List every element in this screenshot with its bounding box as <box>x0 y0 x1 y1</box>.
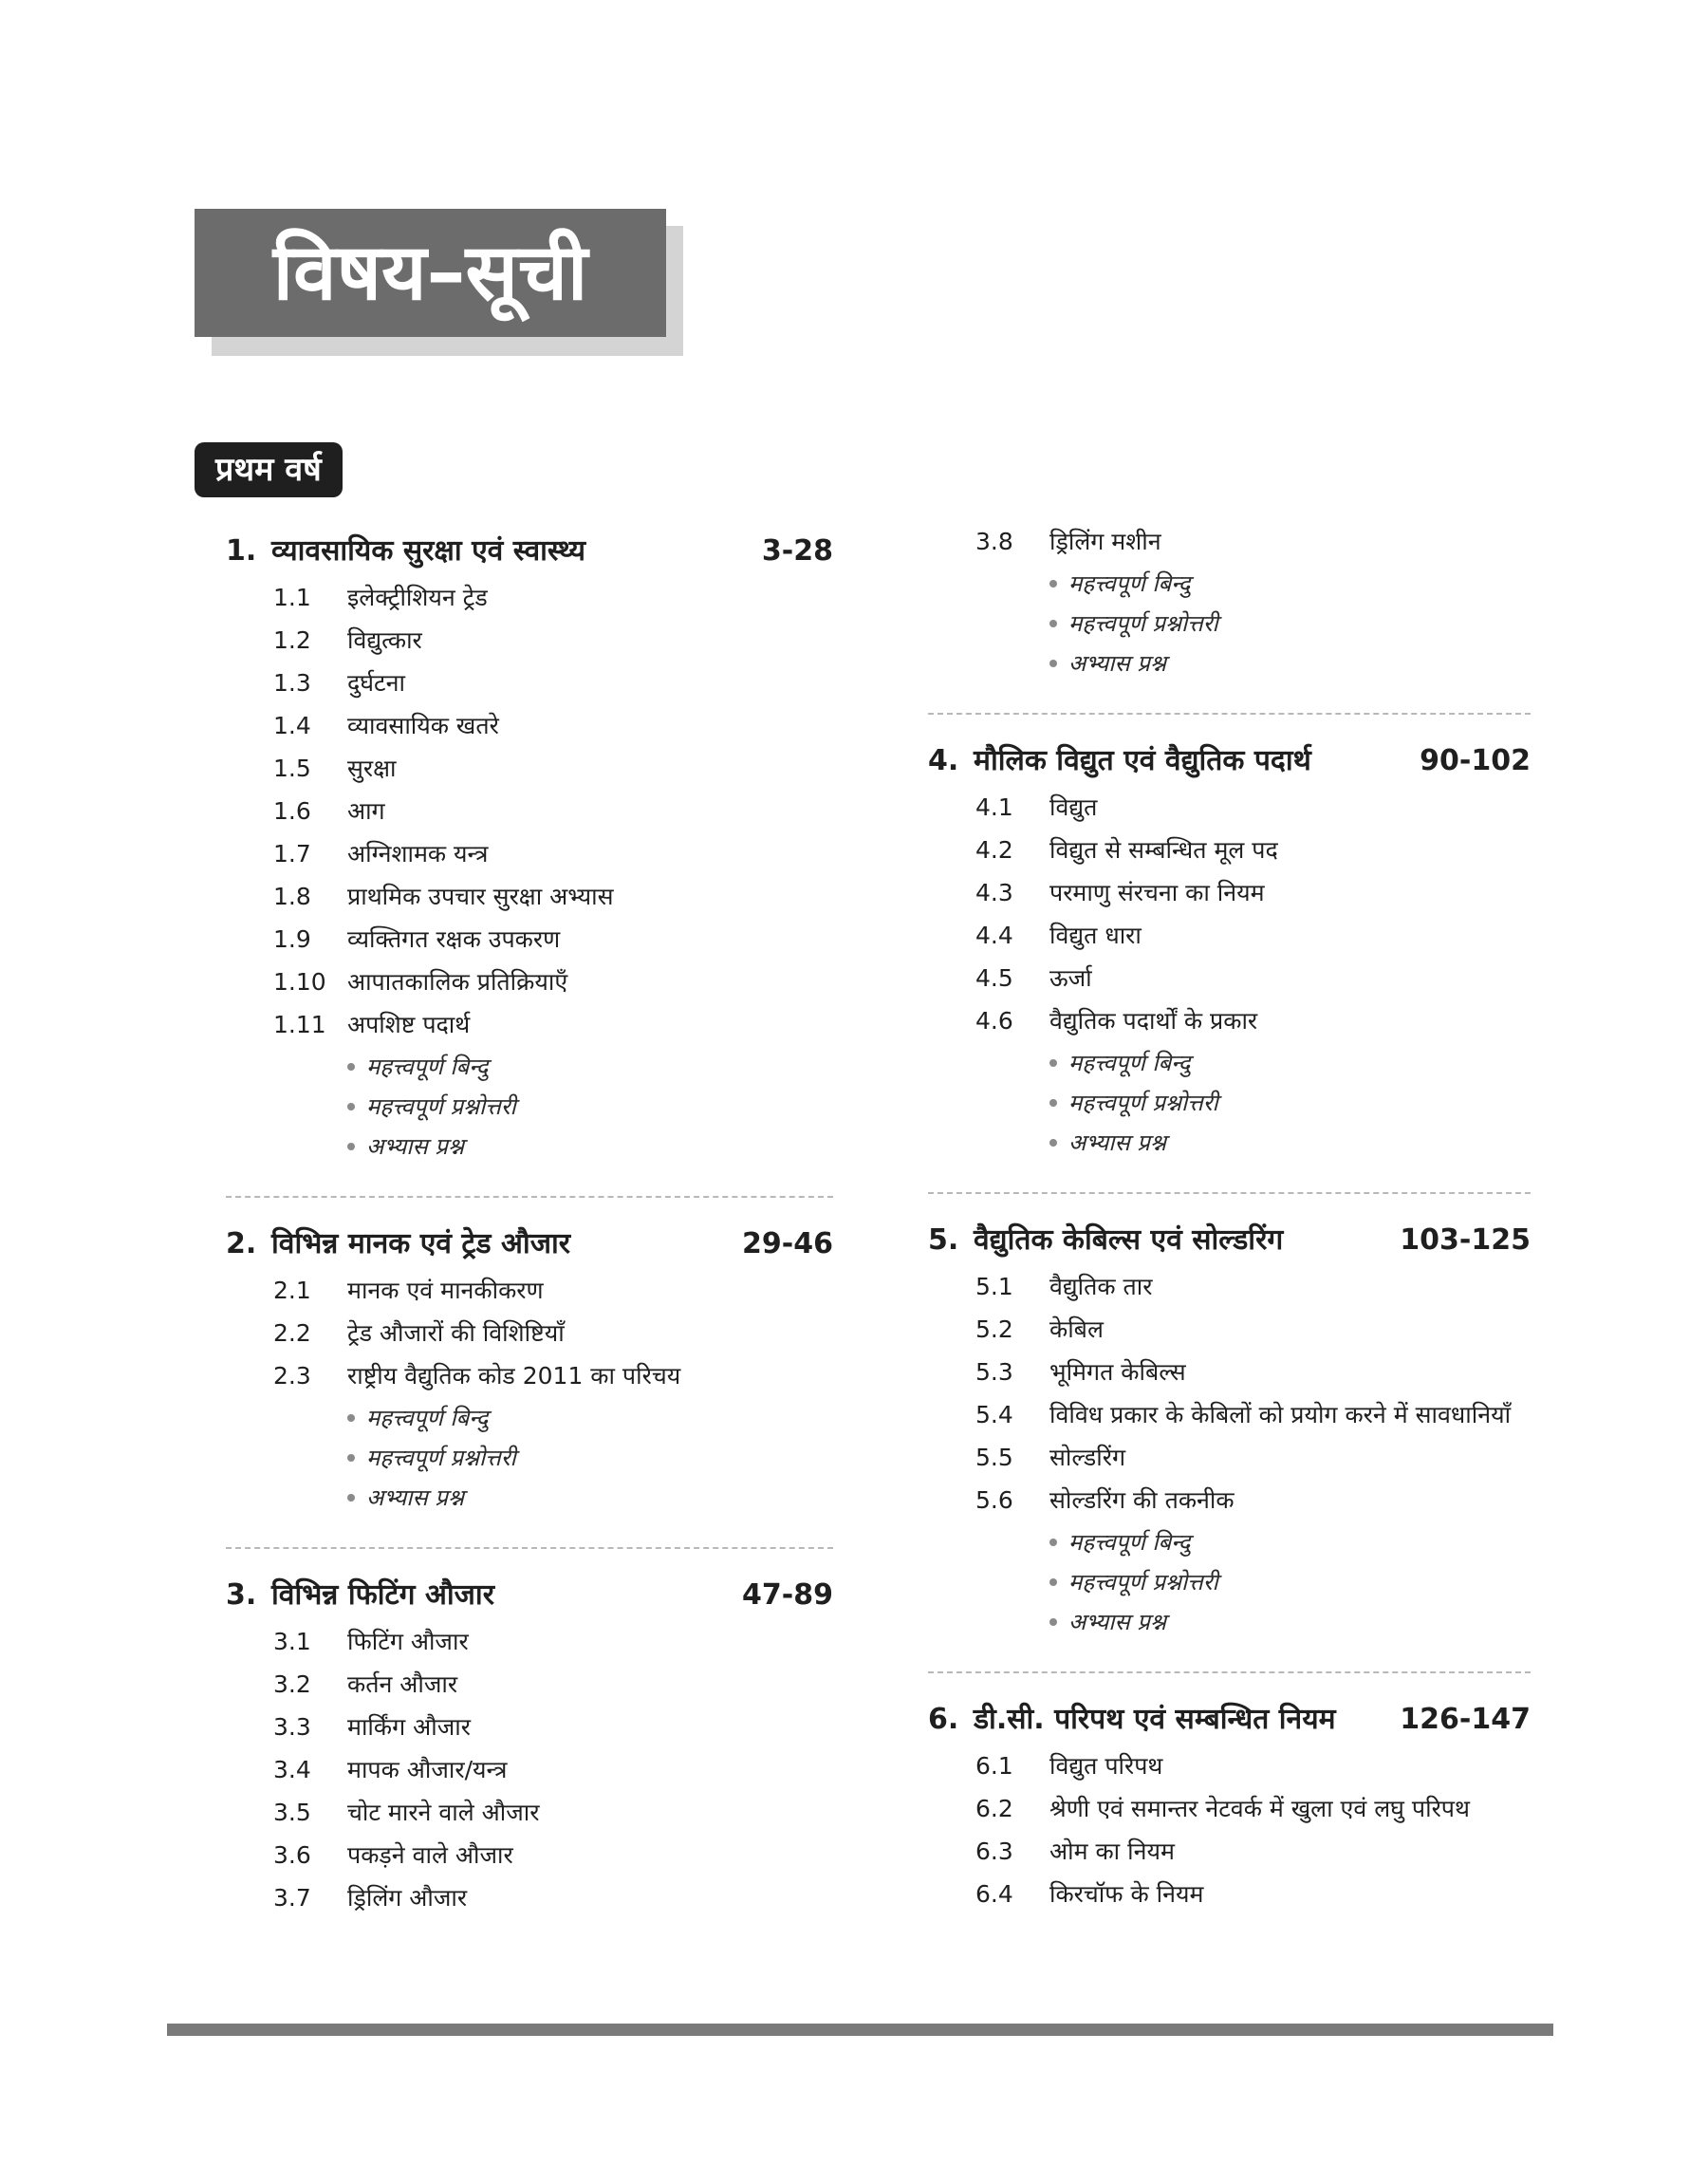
section-number: 2.2 <box>273 1319 311 1347</box>
chapter-number: 3. <box>226 1578 257 1612</box>
section-item[interactable] <box>226 883 833 911</box>
section-item[interactable] <box>226 968 833 997</box>
extra-item[interactable] <box>1049 610 1531 637</box>
section-title: मानक एवं मानकीकरण <box>347 1277 544 1304</box>
extra-item[interactable] <box>1049 1569 1531 1595</box>
section-item[interactable] <box>928 793 1531 822</box>
extra-item[interactable] <box>1049 1129 1531 1156</box>
section-title: व्यक्तिगत रक्षक उपकरण <box>347 925 561 953</box>
section-title: विविध प्रकार के केबिलों को प्रयोग करने में सावधानियाँ <box>1049 1401 1512 1428</box>
section-item[interactable] <box>226 1011 833 1039</box>
section-title: दुर्घटना <box>347 669 406 697</box>
extra-item[interactable] <box>347 1093 833 1120</box>
extra-label: महत्त्वपूर्ण प्रश्नोत्तरी <box>1068 1569 1218 1595</box>
extra-label: महत्त्वपूर्ण प्रश्नोत्तरी <box>1068 610 1218 637</box>
section-item[interactable] <box>928 1273 1531 1301</box>
chapter-title: विभिन्न फिटिंग औजार <box>271 1578 494 1612</box>
extra-item[interactable] <box>347 1054 833 1080</box>
chapter-heading[interactable] <box>226 1574 833 1613</box>
extra-label: अभ्यास प्रश्न <box>366 1484 464 1511</box>
section-number: 6.2 <box>975 1795 1013 1822</box>
section-title: अग्निशामक यन्त्र <box>347 840 489 868</box>
section-number: 4.6 <box>975 1007 1013 1035</box>
section-title: विद्युत्कार <box>347 626 422 654</box>
section-number: 1.10 <box>273 968 326 996</box>
section-item[interactable] <box>928 1838 1531 1866</box>
extra-label: महत्त्वपूर्ण प्रश्नोत्तरी <box>366 1445 516 1471</box>
extra-item[interactable] <box>347 1405 833 1431</box>
section-number: 1.3 <box>273 669 311 697</box>
chapter-entry <box>928 528 1531 715</box>
extra-item[interactable] <box>1049 1609 1531 1635</box>
section-item[interactable] <box>226 925 833 954</box>
section-item[interactable] <box>928 1007 1531 1036</box>
section-number: 6.1 <box>975 1752 1013 1780</box>
section-title: सोल्डरिंग की तकनीक <box>1049 1486 1235 1514</box>
extra-item[interactable] <box>347 1445 833 1471</box>
section-title: प्राथमिक उपचार सुरक्षा अभ्यास <box>347 883 614 910</box>
chapter-pages: 3-28 <box>761 534 833 568</box>
chapter-title: विभिन्न मानक एवं ट्रेड औजार <box>271 1227 571 1260</box>
section-title: किरचॉफ के नियम <box>1049 1880 1204 1908</box>
section-number: 5.6 <box>975 1486 1013 1514</box>
extra-label: अभ्यास प्रश्न <box>366 1133 464 1160</box>
chapter-entry <box>226 530 833 1198</box>
page-title: विषय–सूची <box>195 209 666 337</box>
section-item[interactable] <box>928 1315 1531 1344</box>
chapter-number: 6. <box>928 1703 959 1736</box>
section-title: वैद्युतिक तार <box>1049 1273 1153 1300</box>
section-item[interactable] <box>928 836 1531 865</box>
section-title: परमाणु संरचना का नियम <box>1049 879 1265 906</box>
chapter-pages: 29-46 <box>742 1227 833 1260</box>
chapter-entry <box>928 739 1531 1194</box>
section-item[interactable] <box>226 1841 833 1870</box>
bullet-icon <box>347 1143 355 1150</box>
section-number: 4.2 <box>975 836 1013 864</box>
section-number: 5.3 <box>975 1358 1013 1386</box>
extra-label: अभ्यास प्रश्न <box>1068 1609 1166 1635</box>
section-title: राष्ट्रीय वैद्युतिक कोड 2011 का परिचय <box>347 1362 681 1390</box>
section-number: 4.1 <box>975 793 1013 821</box>
bullet-icon <box>347 1063 355 1071</box>
extra-label: महत्त्वपूर्ण बिन्दु <box>1068 1050 1191 1076</box>
section-item[interactable] <box>928 1880 1531 1909</box>
section-title: ट्रेड औजारों की विशिष्टियाँ <box>347 1319 565 1347</box>
section-item[interactable] <box>928 964 1531 993</box>
section-item[interactable] <box>928 1444 1531 1472</box>
bottom-rule <box>167 2024 1553 2036</box>
extra-item[interactable] <box>1049 650 1531 677</box>
section-title: मार्किंग औजार <box>347 1713 471 1741</box>
chapter-pages: 126-147 <box>1400 1703 1531 1736</box>
section-title: विद्युत परिपथ <box>1049 1752 1163 1780</box>
section-number: 1.8 <box>273 883 311 910</box>
section-title: आग <box>347 797 385 825</box>
section-number: 1.6 <box>273 797 311 825</box>
section-title: सुरक्षा <box>347 755 397 782</box>
chapter-heading[interactable] <box>928 739 1531 778</box>
chapter-extras <box>928 1050 1531 1156</box>
section-number: 1.11 <box>273 1011 326 1038</box>
section-number: 4.3 <box>975 879 1013 906</box>
extra-label: महत्त्वपूर्ण बिन्दु <box>366 1405 489 1431</box>
year-badge: प्रथम वर्ष <box>195 442 343 497</box>
section-title: ड्रिलिंग औजार <box>347 1884 468 1912</box>
section-number: 5.2 <box>975 1315 1013 1343</box>
section-number: 1.4 <box>273 712 311 739</box>
bullet-icon <box>347 1494 355 1502</box>
section-number: 5.5 <box>975 1444 1013 1471</box>
extra-item[interactable] <box>1049 570 1531 597</box>
chapter-title: डी.सी. परिपथ एवं सम्बन्धित नियम <box>974 1703 1336 1736</box>
section-item[interactable] <box>928 1486 1531 1515</box>
section-item[interactable] <box>226 1713 833 1742</box>
section-title: कर्तन औजार <box>347 1670 458 1698</box>
section-number: 3.4 <box>273 1756 311 1783</box>
section-number: 1.9 <box>273 925 311 953</box>
section-number: 3.7 <box>273 1884 311 1912</box>
chapter-entry <box>928 1219 1531 1673</box>
chapter-extras <box>226 1405 833 1511</box>
section-title: आपातकालिक प्रतिक्रियाएँ <box>347 968 568 996</box>
chapter-number: 5. <box>928 1223 959 1257</box>
extra-item[interactable] <box>1049 1090 1531 1116</box>
section-item[interactable] <box>226 1799 833 1827</box>
section-title: भूमिगत केबिल्स <box>1049 1358 1186 1386</box>
title-block <box>195 209 669 356</box>
chapter-title: व्यावसायिक सुरक्षा एवं स्वास्थ्य <box>271 534 585 568</box>
extra-item[interactable] <box>347 1484 833 1511</box>
section-number: 3.3 <box>273 1713 311 1741</box>
section-item[interactable] <box>226 626 833 655</box>
section-item[interactable] <box>226 1277 833 1305</box>
section-number: 3.5 <box>273 1799 311 1826</box>
section-title: चोट मारने वाले औजार <box>347 1799 540 1826</box>
section-title: व्यावसायिक खतरे <box>347 712 499 739</box>
chapter-extras <box>928 570 1531 677</box>
section-number: 4.5 <box>975 964 1013 992</box>
section-title: अपशिष्ट पदार्थ <box>347 1011 471 1038</box>
bullet-icon <box>1049 1618 1057 1626</box>
section-number: 4.4 <box>975 922 1013 949</box>
bullet-icon <box>1049 1578 1057 1586</box>
section-item[interactable] <box>928 879 1531 907</box>
section-number: 6.3 <box>975 1838 1013 1865</box>
chapter-heading[interactable] <box>226 530 833 569</box>
left-column <box>226 530 833 1974</box>
section-item[interactable] <box>226 797 833 826</box>
section-item[interactable] <box>928 528 1531 556</box>
chapter-title: मौलिक विद्युत एवं वैद्युतिक पदार्थ <box>974 744 1311 777</box>
section-number: 5.1 <box>975 1273 1013 1300</box>
extra-item[interactable] <box>347 1133 833 1160</box>
chapter-number: 4. <box>928 744 959 777</box>
section-title: ड्रिलिंग मशीन <box>1049 528 1161 555</box>
chapter-heading[interactable] <box>928 1698 1531 1737</box>
bullet-icon <box>1049 1059 1057 1067</box>
bullet-icon <box>347 1103 355 1110</box>
section-item[interactable] <box>928 1795 1531 1823</box>
extra-label: महत्त्वपूर्ण प्रश्नोत्तरी <box>366 1093 516 1120</box>
chapter-entry <box>928 1698 1531 1946</box>
section-title: इलेक्ट्रीशियन ट्रेड <box>347 584 488 611</box>
chapter-pages: 47-89 <box>742 1578 833 1612</box>
extra-label: अभ्यास प्रश्न <box>1068 1129 1166 1156</box>
extra-label: महत्त्वपूर्ण प्रश्नोत्तरी <box>1068 1090 1218 1116</box>
bullet-icon <box>1049 660 1057 667</box>
chapter-pages: 103-125 <box>1400 1223 1531 1257</box>
section-title: सोल्डरिंग <box>1049 1444 1126 1471</box>
extra-label: अभ्यास प्रश्न <box>1068 650 1166 677</box>
section-number: 1.2 <box>273 626 311 654</box>
chapter-extras <box>226 1054 833 1160</box>
extra-label: महत्त्वपूर्ण बिन्दु <box>366 1054 489 1080</box>
section-item[interactable] <box>226 1319 833 1348</box>
section-number: 3.8 <box>975 528 1013 555</box>
chapter-heading[interactable] <box>226 1222 833 1261</box>
section-title: ओम का नियम <box>1049 1838 1175 1865</box>
section-title: विद्युत <box>1049 793 1098 821</box>
section-item[interactable] <box>226 669 833 698</box>
section-number: 6.4 <box>975 1880 1013 1908</box>
section-title: फिटिंग औजार <box>347 1628 469 1655</box>
section-item[interactable] <box>226 1670 833 1699</box>
chapter-heading[interactable] <box>928 1219 1531 1258</box>
extra-item[interactable] <box>1049 1050 1531 1076</box>
section-item[interactable] <box>928 1358 1531 1387</box>
section-item[interactable] <box>226 1628 833 1656</box>
chapter-pages: 90-102 <box>1420 744 1531 777</box>
section-item[interactable] <box>928 1752 1531 1781</box>
bullet-icon <box>1049 1139 1057 1147</box>
section-number: 1.5 <box>273 755 311 782</box>
bullet-icon <box>347 1454 355 1462</box>
chapter-entry <box>226 1222 833 1549</box>
extra-label: महत्त्वपूर्ण बिन्दु <box>1068 1529 1191 1556</box>
section-item[interactable] <box>928 922 1531 950</box>
section-number: 5.4 <box>975 1401 1013 1428</box>
extra-label: महत्त्वपूर्ण बिन्दु <box>1068 570 1191 597</box>
chapter-extras <box>928 1529 1531 1635</box>
section-number: 2.1 <box>273 1277 311 1304</box>
section-title: वैद्युतिक पदार्थों के प्रकार <box>1049 1007 1258 1035</box>
section-item[interactable] <box>226 1756 833 1784</box>
chapter-title: वैद्युतिक केबिल्स एवं सोल्डरिंग <box>974 1223 1284 1257</box>
bullet-icon <box>1049 620 1057 627</box>
section-item[interactable] <box>226 840 833 868</box>
bullet-icon <box>1049 1539 1057 1546</box>
section-title: मापक औजार/यन्त्र <box>347 1756 508 1783</box>
section-number: 3.1 <box>273 1628 311 1655</box>
section-number: 3.6 <box>273 1841 311 1869</box>
bullet-icon <box>1049 1099 1057 1107</box>
section-number: 3.2 <box>273 1670 311 1698</box>
section-title: केबिल <box>1049 1315 1104 1343</box>
section-number: 1.7 <box>273 840 311 868</box>
bullet-icon <box>1049 580 1057 588</box>
chapter-number: 1. <box>226 534 257 568</box>
section-title: श्रेणी एवं समान्तर नेटवर्क में खुला एवं लघु परिपथ <box>1049 1795 1470 1822</box>
section-number: 2.3 <box>273 1362 311 1390</box>
section-item[interactable] <box>226 1884 833 1912</box>
extra-item[interactable] <box>1049 1529 1531 1556</box>
chapter-number: 2. <box>226 1227 257 1260</box>
bullet-icon <box>347 1414 355 1422</box>
section-item[interactable] <box>226 1362 833 1390</box>
section-item[interactable] <box>226 712 833 740</box>
section-title: विद्युत धारा <box>1049 922 1142 949</box>
chapter-entry <box>226 1574 833 1950</box>
section-item[interactable] <box>928 1401 1531 1429</box>
section-item[interactable] <box>226 755 833 783</box>
section-title: पकड़ने वाले औजार <box>347 1841 513 1869</box>
section-title: विद्युत से सम्बन्धित मूल पद <box>1049 836 1278 864</box>
section-number: 1.1 <box>273 584 311 611</box>
section-item[interactable] <box>226 584 833 612</box>
right-column <box>928 528 1531 1970</box>
section-title: ऊर्जा <box>1049 964 1092 992</box>
